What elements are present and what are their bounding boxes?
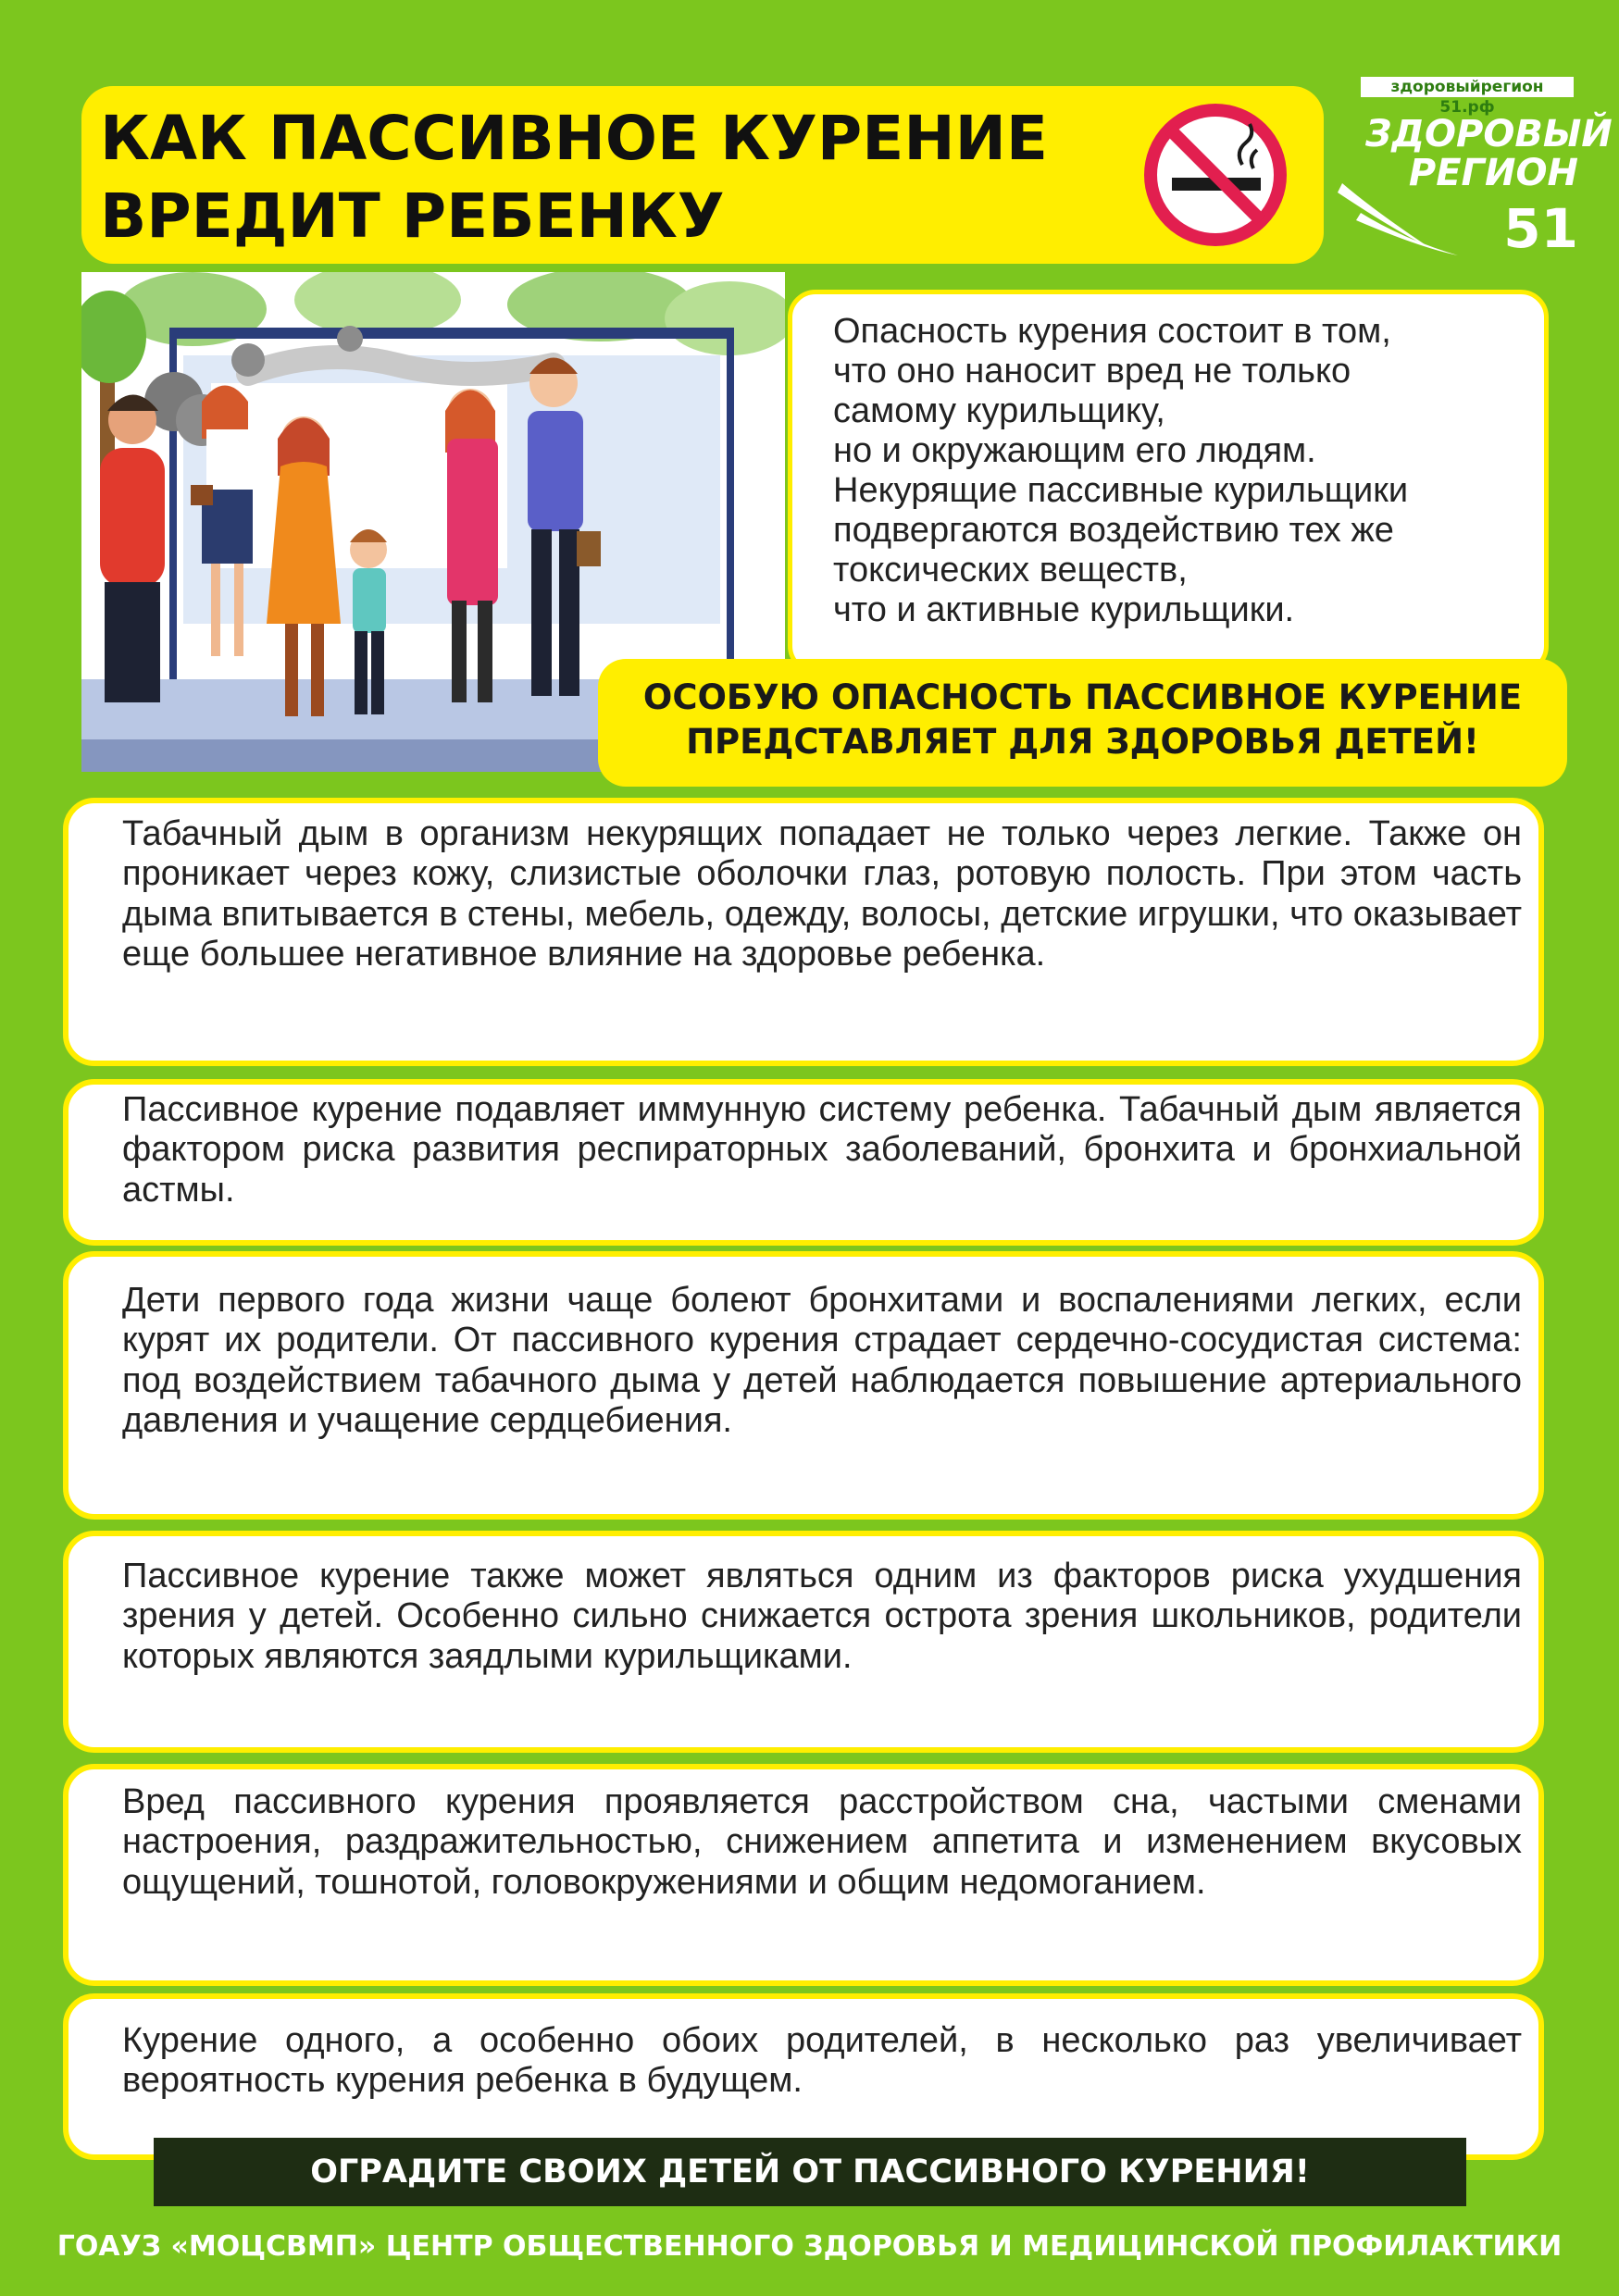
intro-text: Опасность курения состоит в том, что оно наносит вред не только самому курильщику, но и окружающим его людям. Некурящие пассивные курильщики подвергаются воздействию тех же токсических веществ, что и активные курильщики. [833, 312, 1409, 629]
warning-line-2: ПРЕДСТАВЛЯЕТ ДЛЯ ЗДОРОВЬЯ ДЕТЕЙ! [686, 722, 1479, 762]
info-card-text-6: Курение одного, а особенно обоих родителей, в несколько раз увеличивает вероятность курения ребенка в будущем. [122, 2021, 1522, 2101]
logo-number: 51 [1503, 197, 1578, 260]
warning-line-1: ОСОБУЮ ОПАСНОСТЬ ПАССИВНОЕ КУРЕНИЕ [642, 677, 1523, 717]
warning-text [598, 676, 1567, 764]
info-card-text-5: Вред пассивного курения проявляется расстройством сна, частыми сменами настроения, раздражительностью, снижением аппетита и изменением вкусовых ощущений, тошнотой, головокружениями и общим недомоганием. [122, 1782, 1522, 1902]
logo-line-1: ЗДОРОВЫЙ [1365, 113, 1613, 155]
info-card-text-1: Табачный дым в организм некурящих попадает не только через легкие. Также он проникает через кожу, слизистые оболочки глаз, ротовую полость. При этом часть дыма впитывается в стены, мебель, одежду, волосы, детские игрушки, что оказывает еще большее негативное влияние на здоровье ребенка. [122, 814, 1522, 974]
site-url: здоровыйрегион 51.рф [1361, 77, 1574, 97]
page-title [100, 100, 1118, 255]
call-to-action-text: ОГРАДИТЕ СВОИХ ДЕТЕЙ ОТ ПАССИВНОГО КУРЕНИЯ! [310, 2153, 1310, 2191]
title-line-1: КАК ПАССИВНОЕ КУРЕНИЕ [100, 103, 1048, 174]
no-smoking-icon [1140, 100, 1290, 250]
logo-line-2: РЕГИОН [1408, 152, 1578, 194]
info-card-text-4: Пассивное курение также может являться одним из факторов риска ухудшения зрения у детей. Особенно сильно снижается острота зрения школьников, родители которых являются заядлыми курильщиками. [122, 1557, 1522, 1676]
footer-organization: ГОАУЗ «МОЦСВМП» ЦЕНТР ОБЩЕСТВЕННОГО ЗДОРОВЬЯ И МЕДИЦИНСКОЙ ПРОФИЛАКТИКИ [56, 2230, 1563, 2263]
title-line-2: ВРЕДИТ РЕБЕНКУ [100, 180, 725, 252]
info-card-text-2: Пассивное курение подавляет иммунную систему ребенка. Табачный дым является фактором риска развития респираторных заболеваний, бронхита и бронхиальной астмы. [122, 1090, 1522, 1210]
info-card-text-3: Дети первого года жизни чаще болеют бронхитами и воспалениями легких, если курят их родители. От пассивного курения страдает сердечно-сосудистая система: под воздействием табачного дыма у детей наблюдается повышение артериального давления и учащение сердцебиения. [122, 1281, 1522, 1440]
region-logo [1319, 109, 1613, 267]
